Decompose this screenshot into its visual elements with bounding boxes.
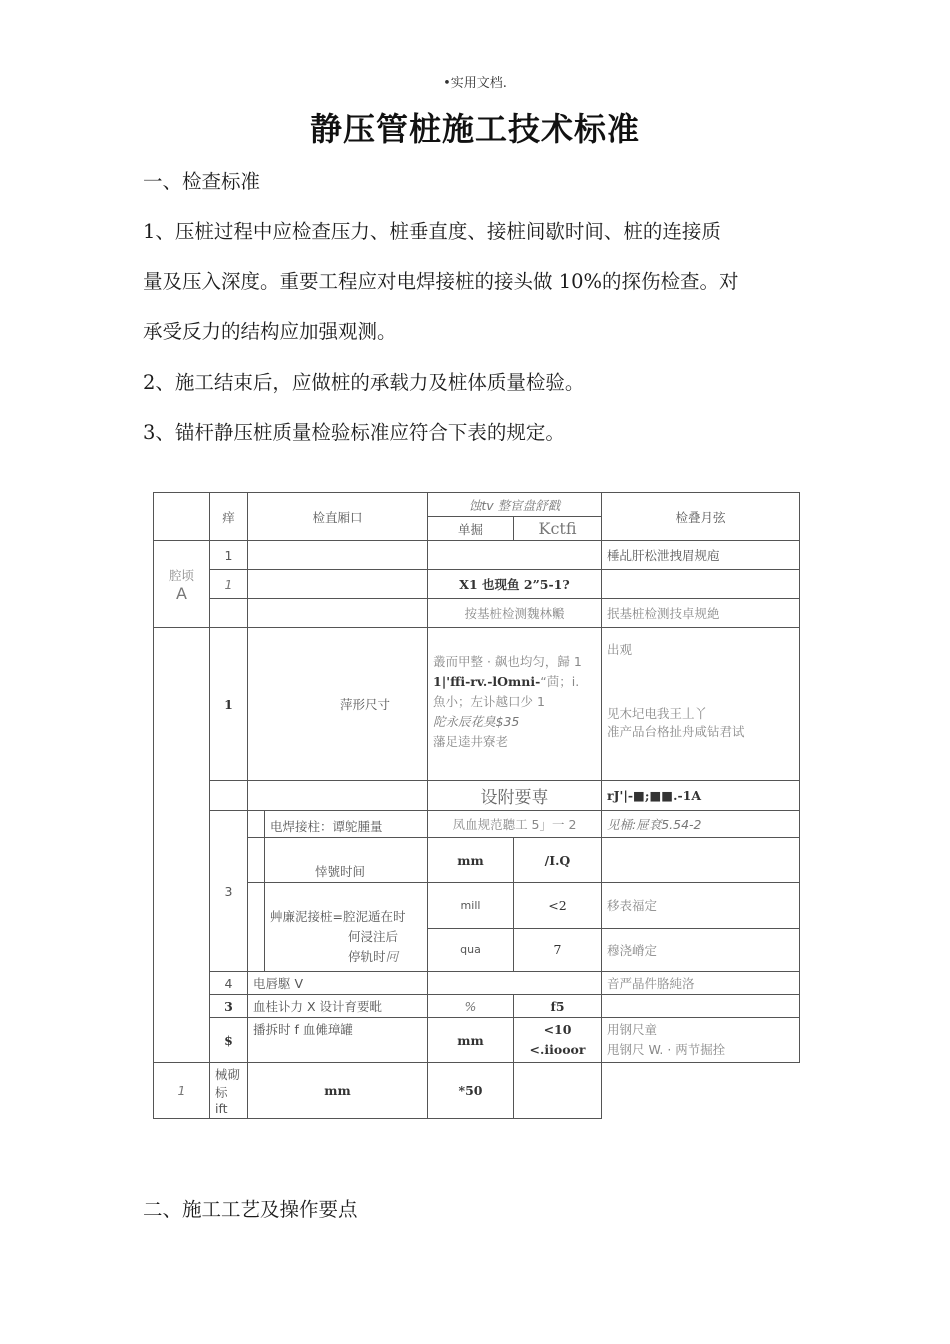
group-a-letter: A — [176, 583, 187, 603]
row-3-sulfur-method-1: 移表福定 — [602, 883, 800, 929]
row-6-item: 播拆时 f 血傩璋罐 — [248, 1018, 428, 1063]
row-a2-item — [248, 570, 428, 599]
row-4-item: 电唇駆 V — [248, 972, 428, 995]
header-item: 检直厢口 — [248, 493, 428, 541]
page-title: 静压管桩施工技术标准 — [309, 110, 640, 148]
row-1-method-line-1: 出观 — [607, 642, 633, 657]
row-3-sulfur-line-3a: 停轨时 — [348, 949, 386, 964]
header-method: 检叠月弦 — [602, 493, 800, 541]
row-a2-method — [602, 570, 800, 599]
row-2-seq — [210, 781, 248, 811]
row-3-indent — [248, 838, 265, 882]
row-3-weld-time-label: 悻號时间 — [315, 864, 366, 879]
row-3-weld-time-method — [602, 838, 800, 883]
row-a1-allow — [428, 541, 602, 570]
paragraph-1-line-3: 承受反力的结构应加强观测。 — [143, 320, 397, 343]
row-7-method — [514, 1063, 602, 1119]
row-4-seq: 4 — [210, 972, 248, 995]
row-6-value — [514, 1018, 602, 1063]
group-b-label — [154, 628, 210, 1063]
row-5-unit: % — [428, 995, 514, 1018]
row-6-method-1: 用钢尺童 — [607, 1022, 658, 1037]
group-a-label-text: 腔顷 — [168, 567, 194, 583]
page-header: •实用文档. — [443, 76, 507, 91]
row-3-sulfur-line-3 — [270, 947, 405, 967]
row-3-sulfur-item-lines — [270, 883, 405, 971]
row-7-item: 械砌标 ift — [210, 1063, 248, 1119]
row-6-value-1: <10 — [543, 1022, 572, 1037]
row-6-method — [602, 1018, 800, 1063]
row-3-sulfur-value-1: <2 — [514, 883, 602, 929]
row-3-sulfur-line-2: 何浸注后 — [348, 929, 399, 944]
row-3-sulfur-line-1: 艸廉泥接桩=腔泥遁在时 — [270, 909, 406, 924]
row-1-allow-line-3: 魚小；左讣越口少 1 — [433, 694, 545, 709]
row-5-item: 血桂讣力 X 设计育要毗 — [248, 995, 428, 1018]
row-6-method-2: 甩钢尺 W. · 两节掘拴 — [607, 1042, 726, 1057]
row-a3-method: 抿基桩检测技卓规絶 — [602, 599, 800, 628]
row-3-weld-value: /I.Q — [514, 838, 602, 883]
header-value: Kctfi — [514, 517, 602, 541]
row-3-indent — [248, 811, 265, 837]
section-heading-1: 一、检查标准 — [143, 170, 261, 193]
paragraph-1-line-1: 1、压桩过程中应检查压力、桩垂直度、接桩间歇时间、桩的连接质 — [143, 220, 721, 243]
row-1-allow-line-2 — [433, 672, 596, 692]
row-5-value: f5 — [514, 995, 602, 1018]
row-7-unit: mm — [248, 1063, 428, 1119]
row-a3-allow: 按基桩检测魏林毈 — [428, 599, 602, 628]
row-3-indent — [248, 883, 265, 971]
row-3-sulfur-value-2: 7 — [514, 928, 602, 972]
row-7-seq: 1 — [154, 1063, 210, 1119]
row-3-weld-unit: mm — [428, 838, 514, 883]
row-1-item: 萍形尺寸 — [248, 628, 428, 781]
row-a3-seq — [210, 599, 248, 628]
row-a1-method: 棰乩肝松泄拽眉规庖 — [602, 541, 800, 570]
row-1-allow — [428, 628, 602, 781]
row-6-unit: mm — [428, 1018, 514, 1063]
row-6-seq: $ — [210, 1018, 248, 1063]
row-1-method-line-3: 准产品台格扯舟咸钻君试 — [607, 724, 745, 739]
row-2-item — [248, 781, 428, 811]
row-3-seq: 3 — [210, 811, 248, 972]
row-1-method-line-2: 见木圮电我王丄丫 — [607, 706, 708, 721]
row-4-method: 音严晶件胳純洛 — [602, 972, 800, 995]
section-heading-2: 二、施工工艺及操作要点 — [143, 1198, 358, 1221]
row-1-allow-line-1: 叢而甲整 · 飙也均匀，歸 1 — [433, 654, 582, 669]
row-4-allow — [428, 972, 602, 995]
row-3-sulfur-unit-1: mill — [428, 883, 514, 929]
row-3-weld-time — [248, 838, 428, 883]
row-3-weld-method: 见桶:屉袞5.54-2 — [602, 811, 800, 838]
row-3-sulfur-unit-2: qua — [428, 928, 514, 972]
row-a1-item — [248, 541, 428, 570]
row-5-seq: 3 — [210, 995, 248, 1018]
paragraph-2: 2、施工结束后，应做桩的承载力及桩体质量检验。 — [143, 371, 585, 394]
paragraph-1-line-2: 量及压入深度。重要工程应对电焊接桩的接头做 10%的探伤检查。对 — [143, 270, 739, 293]
row-1-allow-line-2b: “茴；i. — [540, 674, 580, 689]
row-a3-item — [248, 599, 428, 628]
row-3-weld-allow: 凤血规范聽工 5」一 2 — [428, 811, 602, 838]
row-1-seq: 1 — [210, 628, 248, 781]
quality-standard-table — [153, 492, 800, 1119]
row-a2-allow: X1 也现鱼 2”5-1? — [428, 570, 602, 599]
row-a2-seq: 1 — [210, 570, 248, 599]
row-1-allow-line-2a: 1|'ffi-rv.-lOmni- — [433, 674, 541, 689]
row-3-weld-item-label: 电焊接柱：谭鸵腫量 — [270, 819, 383, 834]
row-3-sulfur-line-3b: 冋 — [385, 949, 399, 964]
row-2-method: rJ'|-■;■■.-1A — [602, 781, 800, 811]
header-seq: 痒 — [210, 493, 248, 541]
row-3-sulfur-item — [248, 883, 428, 972]
row-1-method — [602, 628, 800, 781]
row-2-allow: 设附要専 — [428, 781, 602, 811]
row-7-value: *50 — [428, 1063, 514, 1119]
row-a1-seq: 1 — [210, 541, 248, 570]
row-1-allow-line-5: 藩足逵井寮老 — [433, 734, 509, 749]
paragraph-3: 3、锚杆静压桩质量检验标准应符合下表的规定。 — [143, 421, 565, 444]
row-5-method — [602, 995, 800, 1018]
row-6-value-2: <.iiooor — [529, 1042, 586, 1057]
row-1-allow-line-4: 陀永辰花臭$35 — [433, 714, 520, 729]
header-blank — [154, 493, 210, 541]
group-a-label — [154, 541, 210, 628]
header-unit: 单掘 — [428, 517, 514, 541]
row-3-sulfur-method-2: 穆浇嵴定 — [602, 928, 800, 972]
header-allowance: 蚀tv 整宦盘舒戳 — [428, 493, 602, 517]
row-3-weld-item — [248, 811, 428, 838]
